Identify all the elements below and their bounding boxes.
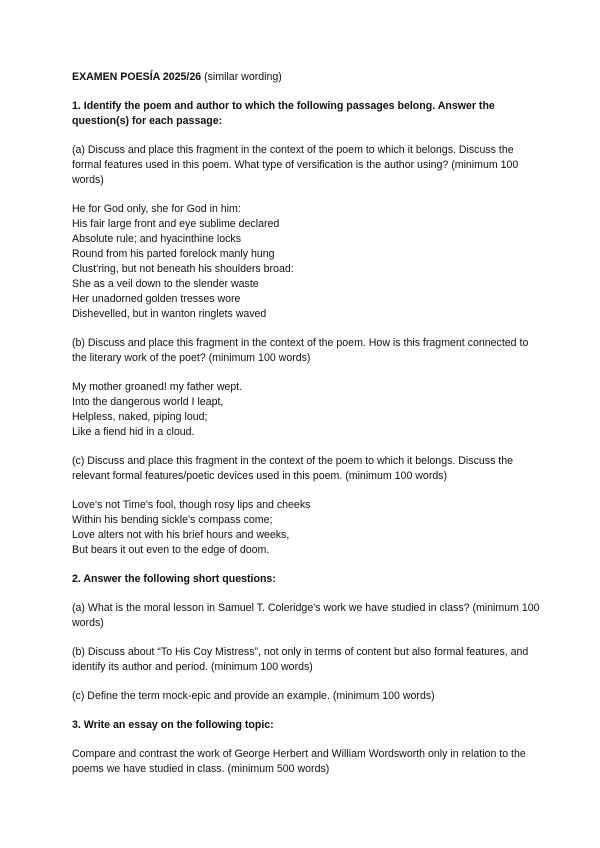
- section1-b-passage: [72, 380, 540, 440]
- poem-line: Clust'ring, but not beneath his shoulders broad:: [72, 263, 294, 275]
- poem-line: Helpless, naked, piping loud;: [72, 411, 208, 423]
- poem-line: Into the dangerous world I leapt,: [72, 396, 224, 408]
- section3-prompt: Compare and contrast the work of George Herbert and William Wordsworth only in relation to the poems we have studied in class. (minimum 500 words): [72, 748, 526, 775]
- section3-heading: 3. Write an essay on the following topic:: [72, 719, 274, 731]
- poem-line: He for God only, she for God in him:: [72, 203, 241, 215]
- poem-line: Within his bending sickle's compass come;: [72, 514, 273, 526]
- section1-c-prompt: (c) Discuss and place this fragment in the context of the poem to which it belongs. Discuss the relevant formal features/poetic devices used in this poem. (minimum 100 words): [72, 455, 514, 482]
- section2-a-question: (a) What is the moral lesson in Samuel T. Coleridge's work we have studied in class? (minimum 100 words): [72, 602, 540, 629]
- poem-line: But bears it out even to the edge of doom.: [72, 544, 270, 556]
- section1-heading: 1. Identify the poem and author to which the following passages belong. Answer the question(s) for each passage:: [72, 100, 495, 127]
- title-bold: EXAMEN POESÍA 2025/26: [72, 71, 202, 83]
- poem-line: Dishevelled, but in wanton ringlets waved: [72, 308, 267, 320]
- poem-line: Her unadorned golden tresses wore: [72, 293, 241, 305]
- poem-line: Absolute rule; and hyacinthine locks: [72, 233, 242, 245]
- section2-c-question: (c) Define the term mock-epic and provide an example. (minimum 100 words): [72, 690, 435, 702]
- section1-c-passage: [72, 498, 540, 558]
- title-note: (similar wording): [201, 71, 282, 83]
- section2-heading: 2. Answer the following short questions:: [72, 573, 276, 585]
- poem-line: She as a veil down to the slender waste: [72, 278, 259, 290]
- poem-line: His fair large front and eye sublime declared: [72, 218, 280, 230]
- poem-line: My mother groaned! my father wept.: [72, 381, 243, 393]
- poem-line: Love alters not with his brief hours and weeks,: [72, 529, 290, 541]
- section1-b-prompt: (b) Discuss and place this fragment in the context of the poem. How is this fragment connected to the literary work of the poet? (minimum 100 words): [72, 337, 529, 364]
- poem-line: Love's not Time's fool, though rosy lips and cheeks: [72, 499, 311, 511]
- poem-line: Round from his parted forelock manly hung: [72, 248, 275, 260]
- section2-b-question: (b) Discuss about “To His Coy Mistress”, not only in terms of content but also formal features, and identify its author and period. (minimum 100 words): [72, 646, 529, 673]
- section1-a-passage: [72, 202, 540, 322]
- document-title: [72, 70, 540, 85]
- poem-line: Like a fiend hid in a cloud.: [72, 426, 195, 438]
- section1-a-prompt: (a) Discuss and place this fragment in the context of the poem to which it belongs. Discuss the formal features used in this poem. What type of versification is the author using? (minimum 100 words): [72, 144, 519, 186]
